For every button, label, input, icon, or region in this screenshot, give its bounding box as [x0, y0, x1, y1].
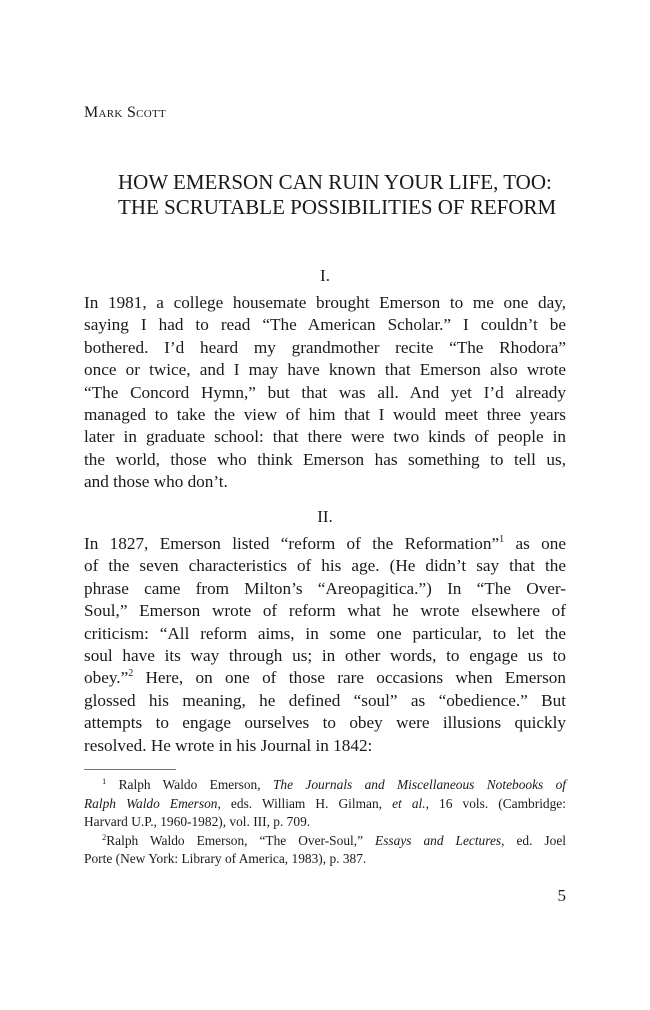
footnote-ref: 1: [499, 534, 505, 545]
text-line: resolved. He wrote in his Journal in 1842:: [84, 735, 373, 755]
section-numeral: I.: [320, 266, 330, 285]
text-line: the world, those who think Emerson has something to tell us,: [84, 449, 566, 469]
text-line: In 1981, a college housemate brought Emerson to me one day,: [84, 293, 566, 312]
text-line: saying I had to read “The American Scholar.” I couldn’t be: [84, 315, 566, 335]
text-line: once or twice, and I may have known that Emerson also wrote: [84, 360, 566, 380]
section-numeral: II.: [317, 507, 333, 526]
text-line: glossed his meaning, he defined “soul” as “obedience.” But: [84, 690, 566, 710]
footnotes: [84, 776, 566, 869]
text-line: criticism: “All reform aims, in some one particular, to let the: [84, 623, 566, 643]
footnote-marker: 2: [102, 831, 107, 842]
text-line: In 1827, Emerson listed “reform of the Reformation”$^1$ as one: [84, 534, 566, 553]
text-line: obey.”$^2$ Here, on one of those rare occasions when Emerson: [84, 668, 566, 688]
footnote-ref: 2: [128, 668, 134, 680]
author-name: Mark Scott: [84, 104, 167, 121]
text-line: later in graduate school: that there were two kinds of people in: [84, 427, 566, 447]
footnote-marker: 1: [102, 776, 107, 786]
essay-title: [118, 170, 588, 220]
footnote-line: Harvard U.P., 1960-1982), vol. III, p. 709.: [84, 814, 311, 830]
footnote-line: $^2$Ralph Waldo Emerson, “The Over-Soul,” Essays and Lectures, ed. Joel: [102, 831, 566, 848]
text-line: soul have its way through us; in other words, to engage us to: [84, 646, 566, 666]
section-2-paragraph: [84, 533, 566, 757]
page-number: 5: [557, 886, 566, 905]
footnote-line: Ralph Waldo Emerson, eds. William H. Gilman, et al., 16 vols. (Cambridge:: [84, 795, 566, 811]
text-line: of the seven characteristics of his age. (He didn’t say that the: [84, 556, 566, 576]
footnote-line: $^1$ Ralph Waldo Emerson, The Journals and Miscellaneous Notebooks of: [102, 776, 567, 792]
title-line: THE SCRUTABLE POSSIBILITIES OF REFORM: [118, 195, 557, 219]
title-line: HOW EMERSON CAN RUIN YOUR LIFE, TOO:: [118, 170, 552, 194]
text-line: Soul,” Emerson wrote of reform what he wrote elsewhere of: [84, 601, 566, 621]
footnote-divider: [84, 769, 176, 770]
text-line: and those who don’t.: [84, 472, 228, 492]
text-line: managed to take the view of him that I would meet three years: [84, 405, 566, 425]
footnote-line: Porte (New York: Library of America, 1983), p. 387.: [84, 851, 367, 867]
text-line: phrase came from Milton’s “Areopagitica.”) In “The Over-: [84, 578, 566, 598]
section-1-paragraph: [84, 292, 566, 494]
text-line: bothered. I’d heard my grandmother recite “The Rhodora”: [84, 337, 566, 357]
text-line: “The Concord Hymn,” but that was all. And yet I’d already: [84, 382, 566, 402]
text-line: attempts to engage ourselves to obey were illusions quickly: [84, 713, 566, 733]
